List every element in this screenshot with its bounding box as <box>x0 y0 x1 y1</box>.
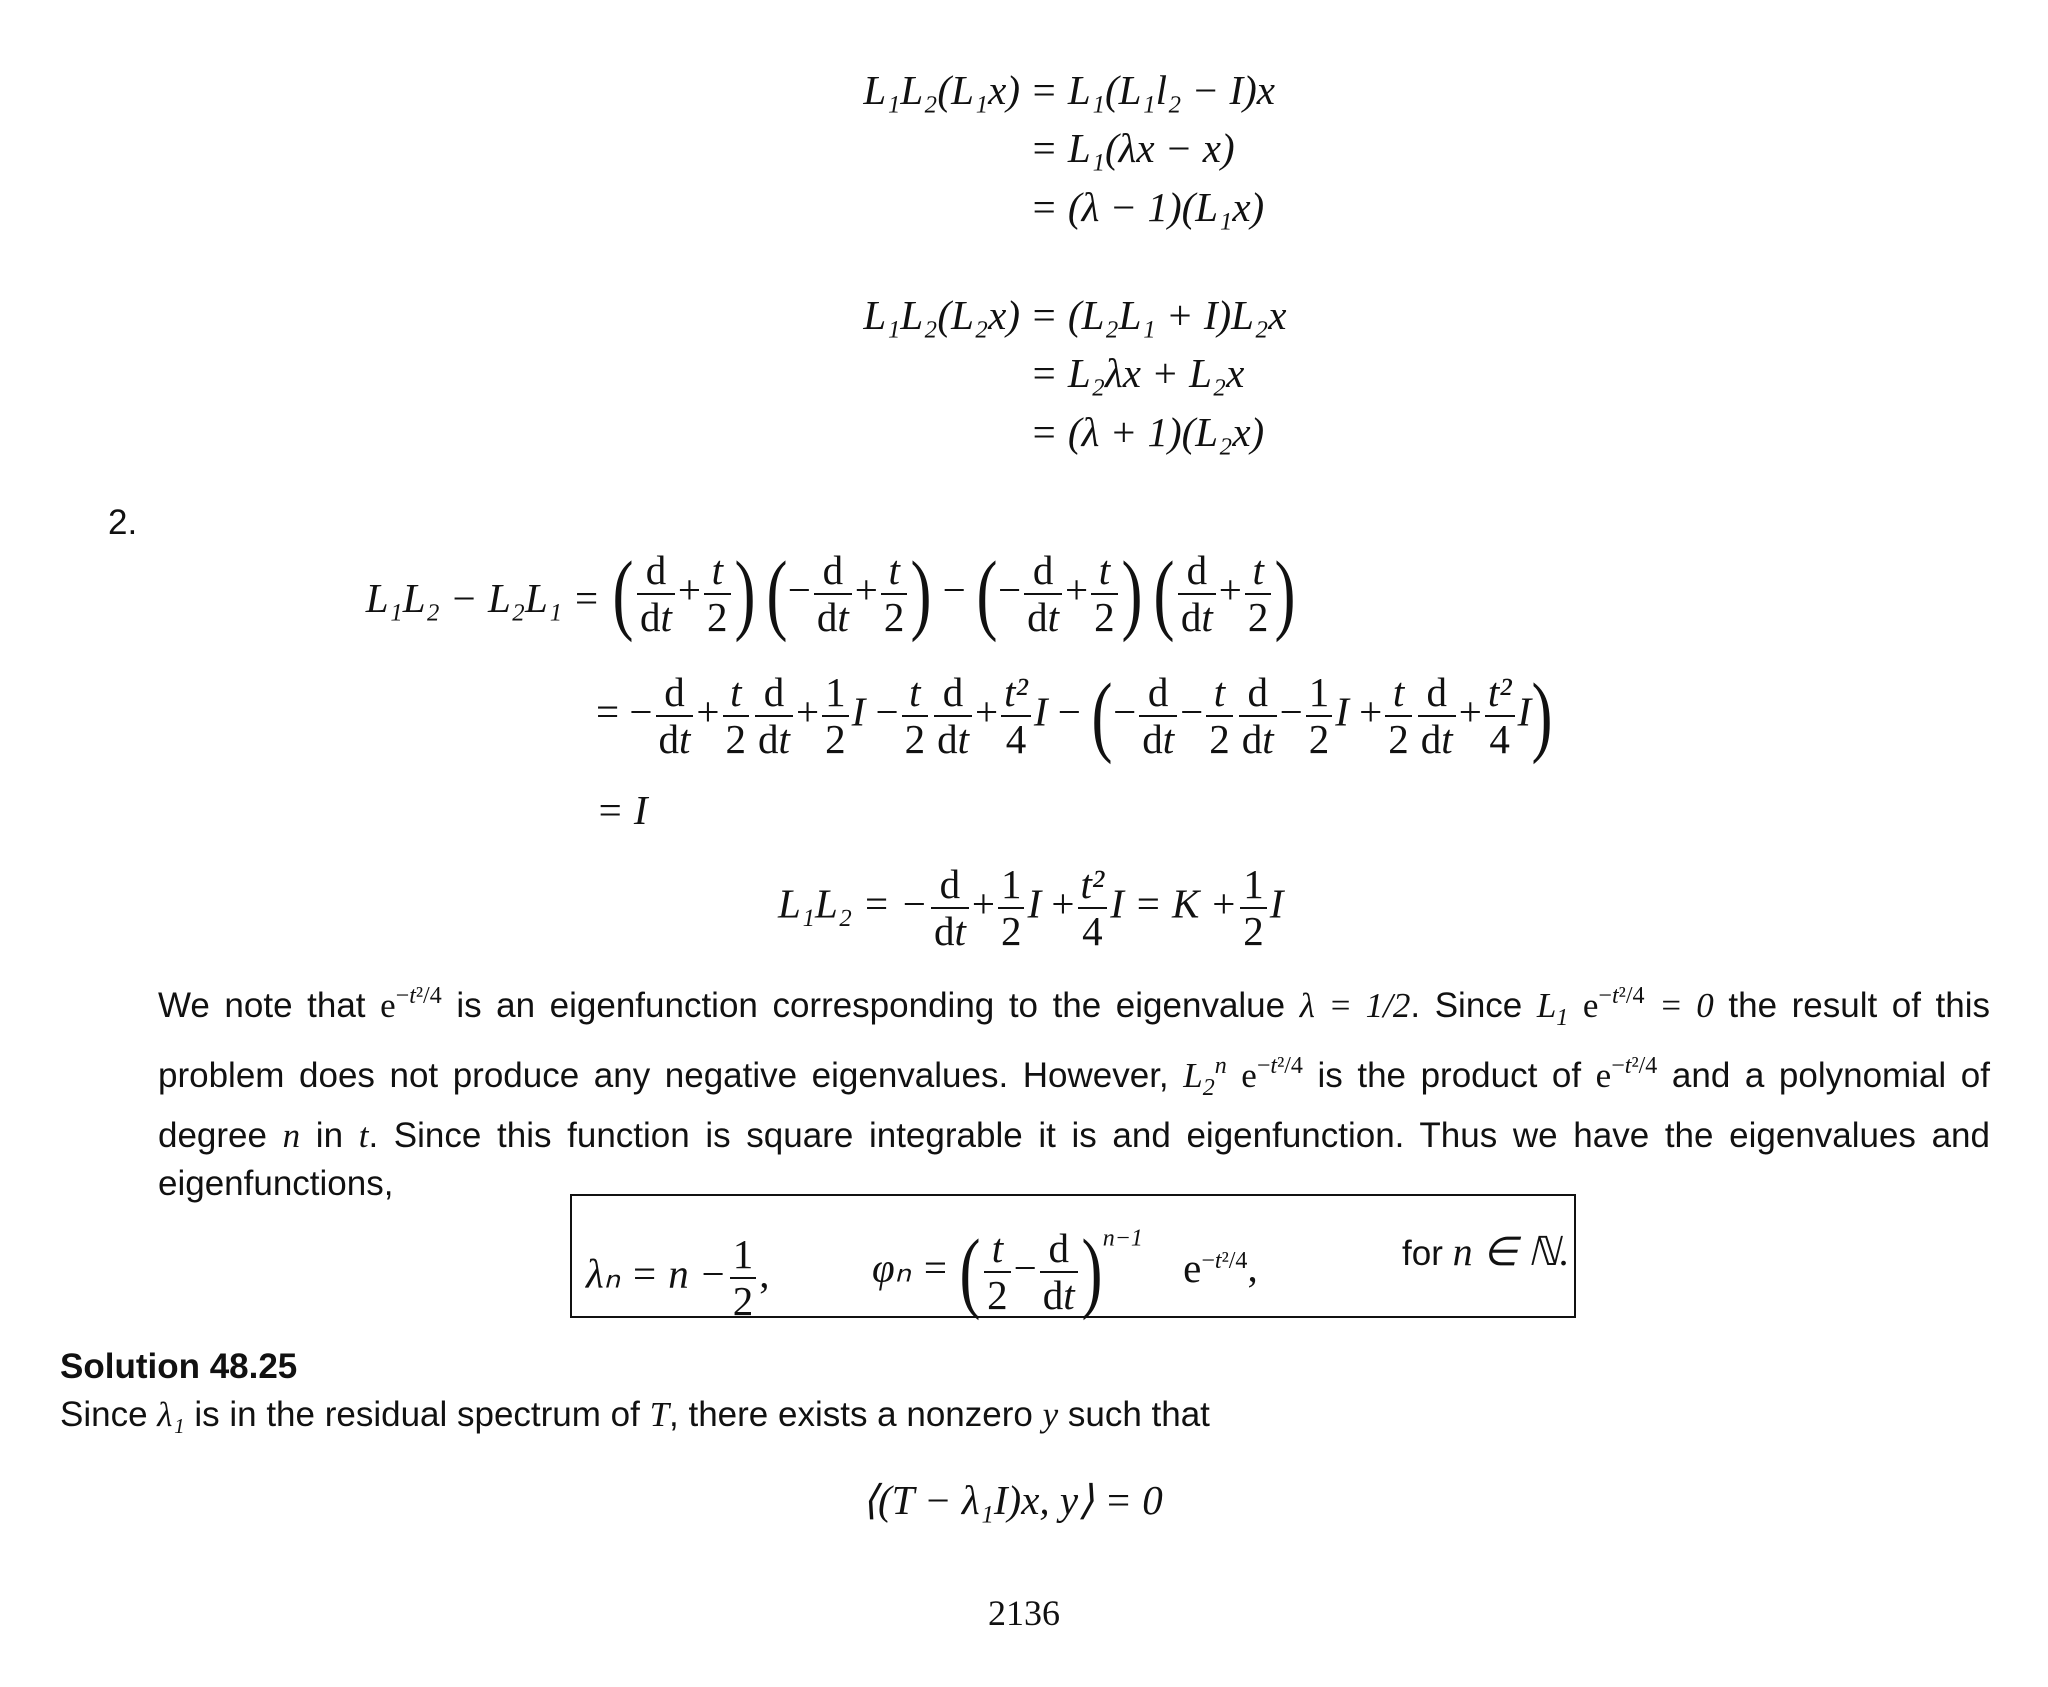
commutator-final: = I <box>596 787 648 833</box>
commutator-row-2: = − $\frac{d}{dt}$ + $\frac{t}{2}$ $\frac{d}{dt}$ + $\frac{1}{2}$ I − $\frac{t}{2}$ $\frac{d}{dt}$ + $\frac{\text{t²}}{4}$ I − (− $\frac{d}{dt}$ − $\frac{t}{2}$ $\frac{d}{dt}$ − $\frac{1}{2}$ I + $\frac{t}{2}$ $\frac{d}{dt}$ + $\frac{\text{t²}}{4}$ I) <box>596 666 1553 766</box>
equation-row: = L₁(λx − x) <box>1030 125 1235 171</box>
equation-lhs: L₁L₂(L₁x) <box>863 67 1020 113</box>
commutator-row-1: ( $\frac{d}{dt}$ + $\frac{t}{2}$ ) (− $\frac{d}{dt}$ + $\frac{t}{2}$ ) − (− $\frac{d}{dt}$ + $\frac{t}{2}$ ) ( $\frac{d}{dt}$ + $\frac{t}{2}$ ) <box>612 544 1296 644</box>
equation-row: = (λ + 1)(L₂x) <box>1030 409 1265 455</box>
domain-condition: for n ∈ ℕ. <box>1402 1229 1570 1274</box>
boxed-result <box>570 1194 1576 1325</box>
equation-row: = (λ − 1)(L₁x) <box>1030 184 1265 230</box>
item-number: 2. <box>108 503 138 542</box>
equation-row: = (L₂L₁ + I)L₂x <box>1030 292 1287 338</box>
equation-lhs: L₁L₂(L₂x) <box>863 292 1020 338</box>
equation-row: = L₁(L₁l₂ − I)x <box>1030 67 1275 113</box>
equation-lhs: L₁L₂ − L₂L₁ = <box>365 575 600 621</box>
equation-row: = L₂λx + L₂x <box>1030 350 1245 396</box>
product-row: L₁L₂ = − $\frac{d}{dt}$ + $\frac{1}{2}$ I + $\frac{\text{t²}}{4}$ I = K + $\frac{1}{2}$ I <box>778 861 1284 955</box>
eigenfunction-formula: φₙ = ( $\frac{t}{2}$ − $\frac{d}{dt}$ )$^{n-1}$ $e^{-t^2/4}$, <box>872 1222 1258 1322</box>
product-rhs: = K + <box>1134 880 1238 927</box>
eigenvalue-formula: λₙ = n − $\frac{1}{2}$ , <box>586 1231 770 1325</box>
solution-text: Since λ₁ is in the residual spectrum of T, there exists a nonzero y such that <box>60 1395 1210 1434</box>
product-lhs: L₁L₂ = − <box>778 880 928 927</box>
body-paragraph: We note that $e^{-t^2/4}$ is an eigenfunction corresponding to the eigenvalue λ = 1/2. Since $L_1$ $e^{-t^2/4} = 0$ the result of this problem does not produce any negative eigenvalues. However, $L_2^n$ $e^{-t^2/4}$ is the product of $e^{-t^2/4}$ and a polynomial of degree n in t. Since this function is square integrable it is and eigenfunction. Thus we have the eigenvalues and eigenfunctions, <box>158 983 1990 1203</box>
page-number: 2136 <box>988 1593 1060 1633</box>
solution-equation: ⟨(T − λ₁I)x, y⟩ = 0 <box>862 1477 1163 1523</box>
solution-heading: Solution 48.25 <box>60 1347 298 1386</box>
